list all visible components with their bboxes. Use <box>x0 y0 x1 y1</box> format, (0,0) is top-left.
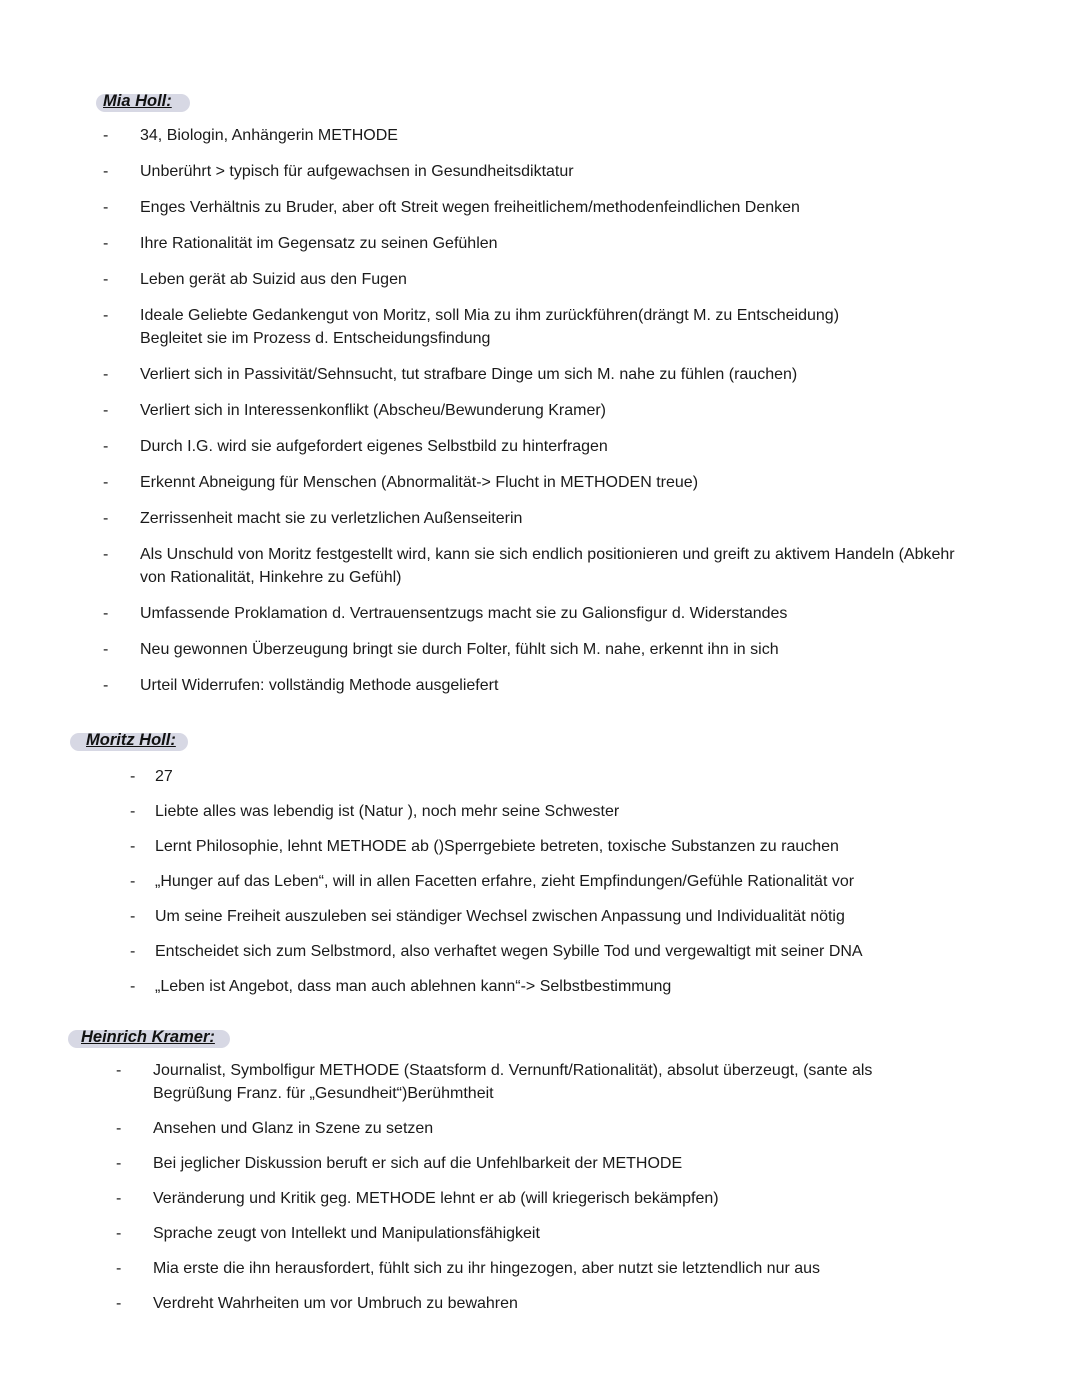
list-item <box>0 1187 1080 1210</box>
dash-bullet: - <box>103 546 109 563</box>
list-item-text: „Leben ist Angebot, dass man auch ablehnen kann“-> Selbstbestimmung <box>155 978 672 995</box>
dash-bullet: - <box>130 908 136 925</box>
list-item <box>0 1059 1080 1105</box>
dash-bullet: - <box>116 1120 122 1137</box>
list-item-text: Journalist, Symbolfigur METHODE (Staatsform d. Vernunft/Rationalität), absolut überzeugt, (sante als Begrüßung Franz. für „Gesundheit“)Berühmtheit <box>153 1062 873 1102</box>
dash-bullet: - <box>103 402 109 419</box>
dash-bullet: - <box>103 271 109 288</box>
list-item <box>0 905 1080 928</box>
list-item-text: Bei jeglicher Diskussion beruft er sich auf die Unfehlbarkeit der METHODE <box>153 1155 683 1172</box>
list-item <box>0 870 1080 893</box>
dash-bullet: - <box>103 127 109 144</box>
dash-bullet: - <box>130 838 136 855</box>
dash-bullet: - <box>103 199 109 216</box>
dash-bullet: - <box>116 1155 122 1172</box>
section-moritz-holl <box>0 729 1080 1010</box>
list-item-text: Ihre Rationalität im Gegensatz zu seinen Gefühlen <box>140 235 498 252</box>
list-item <box>0 363 1080 386</box>
list-item-text: „Hunger auf das Leben“, will in allen Facetten erfahre, zieht Empfindungen/Gefühle Rationalität vor <box>155 873 855 890</box>
list-item-text: Mia erste die ihn herausfordert, fühlt sich zu ihr hingezogen, aber nutzt sie letztendlich nur aus <box>153 1260 821 1277</box>
section-heading: Mia Holl: <box>103 92 172 110</box>
list-item <box>0 160 1080 183</box>
list-item-text: Sprache zeugt von Intellekt und Manipulationsfähigkeit <box>153 1225 540 1242</box>
list-item <box>0 800 1080 823</box>
dash-bullet: - <box>103 307 109 324</box>
list-item <box>0 835 1080 858</box>
list-item-text: Enges Verhältnis zu Bruder, aber oft Streit wegen freiheitlichem/methodenfeindlichen Denken <box>140 199 800 216</box>
list-item-text: Veränderung und Kritik geg. METHODE lehnt er ab (will kriegerisch bekämpfen) <box>153 1190 719 1207</box>
list-item <box>0 1117 1080 1140</box>
list-item <box>0 940 1080 963</box>
dash-bullet: - <box>103 605 109 622</box>
dash-bullet: - <box>116 1062 122 1079</box>
dash-bullet: - <box>103 366 109 383</box>
list-item <box>0 543 1080 589</box>
list-item-text: Ansehen und Glanz in Szene zu setzen <box>153 1120 434 1137</box>
list-item <box>0 232 1080 255</box>
list-item-text: Durch I.G. wird sie aufgefordert eigenes Selbstbild zu hinterfragen <box>140 438 608 455</box>
dash-bullet: - <box>103 474 109 491</box>
dash-bullet: - <box>103 677 109 694</box>
list-item-text: Entscheidet sich zum Selbstmord, also verhaftet wegen Sybille Tod und vergewaltigt mit seiner DNA <box>155 943 863 960</box>
dash-bullet: - <box>130 873 136 890</box>
list-item <box>0 1222 1080 1245</box>
section-heinrich-kramer <box>0 1026 1080 1327</box>
list-item <box>0 124 1080 147</box>
list-item <box>0 196 1080 219</box>
list-item <box>0 1152 1080 1175</box>
dash-bullet: - <box>130 978 136 995</box>
dash-bullet: - <box>103 235 109 252</box>
list-item-text: Unberührt > typisch für aufgewachsen in Gesundheitsdiktatur <box>140 163 574 180</box>
list-item <box>0 1292 1080 1315</box>
heading-block <box>0 90 1080 114</box>
dash-bullet: - <box>116 1260 122 1277</box>
list-item <box>0 638 1080 661</box>
list-item-text: 34, Biologin, Anhängerin METHODE <box>140 127 398 144</box>
list-item <box>0 975 1080 998</box>
list-item-text: Neu gewonnen Überzeugung bringt sie durch Folter, fühlt sich M. nahe, erkennt ihn in sich <box>140 641 779 658</box>
list-item <box>0 399 1080 422</box>
heading-block <box>0 729 1080 753</box>
list-item <box>0 435 1080 458</box>
list-item-text: 27 <box>155 768 173 785</box>
dash-bullet: - <box>130 768 136 785</box>
list-item-text: Verliert sich in Interessenkonflikt (Abscheu/Bewunderung Kramer) <box>140 402 606 419</box>
section-heading: Moritz Holl: <box>86 731 176 749</box>
list-item-text: Als Unschuld von Moritz festgestellt wird, kann sie sich endlich positionieren und greift zu aktivem Handeln (Abkehr von Rationalität, Hinkehre zu Gefühl) <box>140 546 955 586</box>
list-item-text: Urteil Widerrufen: vollständig Methode ausgeliefert <box>140 677 499 694</box>
section-mia-holl <box>0 90 1080 710</box>
section-heading: Heinrich Kramer: <box>81 1028 215 1046</box>
dash-bullet: - <box>130 943 136 960</box>
list-item-text: Erkennt Abneigung für Menschen (Abnormalität-> Flucht in METHODEN treue) <box>140 474 699 491</box>
dash-bullet: - <box>130 803 136 820</box>
dash-bullet: - <box>103 438 109 455</box>
list-item <box>0 1257 1080 1280</box>
dash-bullet: - <box>116 1225 122 1242</box>
list-item-text: Liebte alles was lebendig ist (Natur ), noch mehr seine Schwester <box>155 803 620 820</box>
list-item <box>0 602 1080 625</box>
dash-bullet: - <box>103 163 109 180</box>
dash-bullet: - <box>103 510 109 527</box>
list-item-text: Lernt Philosophie, lehnt METHODE ab ()Sperrgebiete betreten, toxische Substanzen zu rauchen <box>155 838 839 855</box>
list-item <box>0 268 1080 291</box>
list-item <box>0 304 1080 350</box>
list-item-text: Verdreht Wahrheiten um vor Umbruch zu bewahren <box>153 1295 518 1312</box>
list-item <box>0 507 1080 530</box>
list-item <box>0 674 1080 697</box>
list-item-text: Ideale Geliebte Gedankengut von Moritz, soll Mia zu ihm zurückführen(drängt M. zu Entscheidung) Begleitet sie im Prozess d. Entscheidungsfindung <box>140 307 840 347</box>
bullet-list <box>0 1059 1080 1315</box>
list-item-text: Um seine Freiheit auszuleben sei ständiger Wechsel zwischen Anpassung und Individualität nötig <box>155 908 845 925</box>
list-item-text: Verliert sich in Passivität/Sehnsucht, tut strafbare Dinge um sich M. nahe zu fühlen (rauchen) <box>140 366 798 383</box>
list-item-text: Umfassende Proklamation d. Vertrauensentzugs macht sie zu Galionsfigur d. Widerstandes <box>140 605 788 622</box>
heading-block <box>0 1026 1080 1050</box>
dash-bullet: - <box>116 1190 122 1207</box>
list-item <box>0 765 1080 788</box>
dash-bullet: - <box>103 641 109 658</box>
list-item-text: Leben gerät ab Suizid aus den Fugen <box>140 271 407 288</box>
list-item-text: Zerrissenheit macht sie zu verletzlichen Außenseiterin <box>140 510 523 527</box>
bullet-list <box>0 124 1080 697</box>
dash-bullet: - <box>116 1295 122 1312</box>
list-item <box>0 471 1080 494</box>
bullet-list <box>0 765 1080 998</box>
